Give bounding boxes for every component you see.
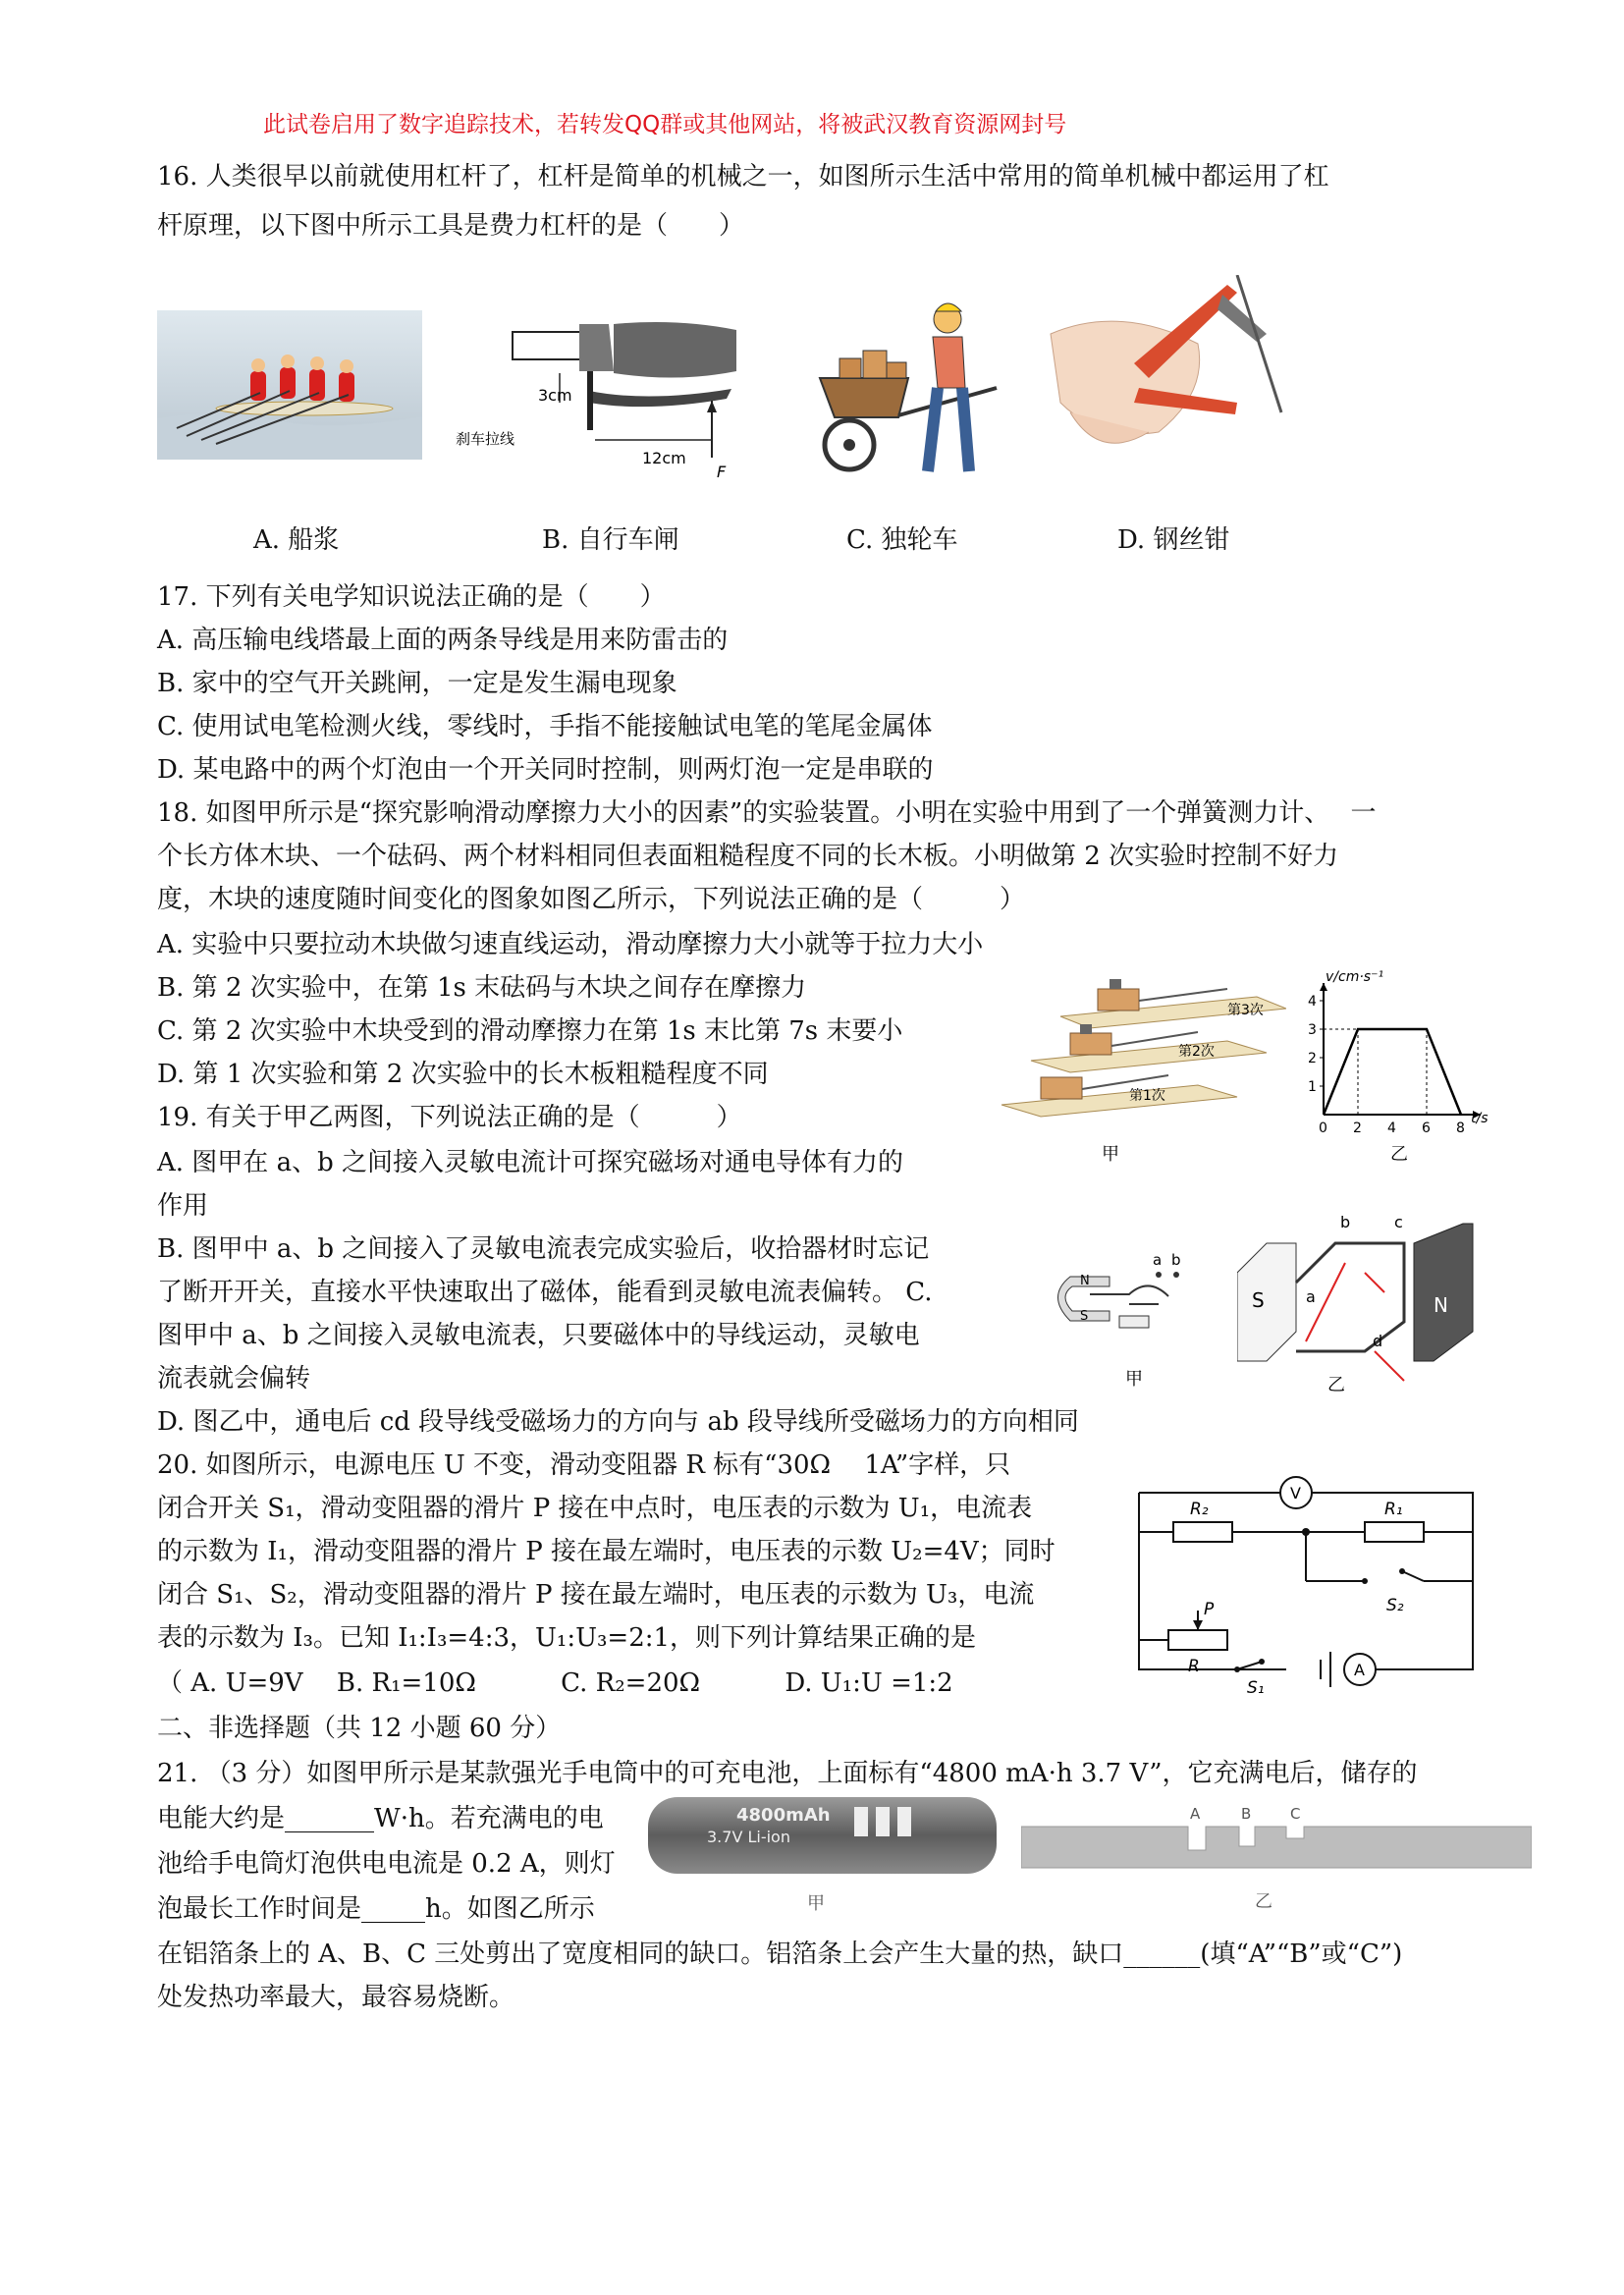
- q20-stem-line1: 20. 如图所示，电源电压 U 不变，滑动变阻器 R 标有“30Ω 1A”字样，只: [157, 1450, 1011, 1480]
- fig18-jia-label: 甲: [1102, 1144, 1119, 1165]
- y-tick-label: 3: [1308, 1022, 1317, 1038]
- x-tick-label: 0: [1319, 1120, 1327, 1136]
- notch-c-label: C: [1290, 1805, 1301, 1823]
- brake-f-label: F: [717, 463, 727, 481]
- q19-option-c-line1: 图甲中 a、b 之间接入灵敏电流表，只要磁体中的导线运动，灵敏电: [157, 1321, 920, 1350]
- q16-option-c: C. 独轮车: [846, 525, 958, 555]
- q17-option-d: D. 某电路中的两个灯泡由一个开关同时控制，则两灯泡一定是串联的: [157, 755, 934, 785]
- magnet-coil-figure: [1041, 1237, 1218, 1399]
- q21-line3: 池给手电筒灯泡供电电流是 0.2 A，则灯: [157, 1849, 616, 1879]
- r-label: R: [1188, 1657, 1200, 1676]
- voltmeter-label: V: [1290, 1484, 1301, 1503]
- q17-option-b: B. 家中的空气开关跳闸，一定是发生漏电现象: [157, 669, 677, 698]
- q19-option-c-line2: 流表就会偏转: [157, 1364, 311, 1393]
- circuit-diagram: [1129, 1444, 1483, 1699]
- magnet-n-label: N: [1080, 1274, 1090, 1288]
- velocity-time-chart: [1296, 967, 1502, 1174]
- q16-stem-line2: 杆原理，以下图中所示工具是费力杠杆的是（ ）: [157, 211, 745, 241]
- jia-b-label: b: [1171, 1251, 1181, 1269]
- x-tick-label: 2: [1353, 1120, 1362, 1136]
- yi-c-label: c: [1394, 1214, 1403, 1231]
- brake-w-label: 12cm: [642, 449, 686, 467]
- s2-label: S₂: [1386, 1596, 1404, 1615]
- r2-label: R₂: [1190, 1500, 1209, 1519]
- y-axis-label: v/cm·s⁻¹: [1326, 969, 1384, 985]
- q20-options: （ A. U=9V B. R₁=10Ω C. R₂=20Ω D. U₁:U =1:2: [157, 1668, 953, 1698]
- brake-h-label: 3cm: [538, 386, 572, 405]
- fig18-yi-label: 乙: [1390, 1144, 1408, 1165]
- magnet-s-pole: S: [1252, 1288, 1265, 1312]
- header-notice: 此试卷启用了数字追踪技术，若转发QQ群或其他网站，将被武汉教育资源网封号: [263, 112, 1067, 137]
- trial2-label: 第2次: [1178, 1044, 1215, 1060]
- q16-option-d: D. 钢丝钳: [1117, 525, 1230, 555]
- q20-stem-line2: 闭合开关 S₁，滑动变阻器的滑片 P 接在中点时，电压表的示数为 U₁，电流表: [157, 1494, 1033, 1523]
- p-label: P: [1204, 1600, 1215, 1619]
- s1-label: S₁: [1247, 1678, 1265, 1698]
- fig21-yi-label: 乙: [1255, 1891, 1272, 1912]
- q16-option-a: A. 船浆: [253, 525, 340, 555]
- notch-b-label: B: [1241, 1805, 1252, 1823]
- q20-stem-line3: 的示数为 I₁，滑动变阻器的滑片 P 接在最左端时，电压表的示数 U₂=4V；同时: [157, 1537, 1056, 1566]
- magnet-s-label: S: [1080, 1309, 1089, 1324]
- yi-a-label: a: [1306, 1287, 1316, 1306]
- trial3-label: 第3次: [1227, 1003, 1264, 1018]
- q19-option-a-line2: 作用: [157, 1191, 209, 1221]
- q21-line4: 泡最长工作时间是_____h。如图乙所示: [157, 1894, 595, 1924]
- q19-option-d: D. 图乙中，通电后 cd 段导线受磁场力的方向与 ab 段导线所受磁场力的方向相同: [157, 1407, 1079, 1437]
- x-tick-label: 4: [1387, 1120, 1396, 1136]
- q20-stem-line5: 表的示数为 I₃。已知 I₁:I₃=4:3，U₁:U₃=2:1，则下列计算结果正确的是: [157, 1623, 977, 1653]
- jia-a-label: a: [1153, 1251, 1163, 1269]
- q18-stem-line2: 个长方体木块、一个砝码、两个材料相同但表面粗糙程度不同的长木板。小明做第 2 次实验时控制不好力: [157, 842, 1339, 871]
- q17-option-a: A. 高压输电线塔最上面的两条导线是用来防雷击的: [157, 626, 729, 655]
- fig19-yi-label: 乙: [1327, 1375, 1345, 1395]
- q17-option-c: C. 使用试电笔检测火线，零线时，手指不能接触试电笔的笔尾金属体: [157, 712, 933, 741]
- q18-option-b: B. 第 2 次实验中，在第 1s 末砝码与木块之间存在摩擦力: [157, 973, 807, 1003]
- trial1-label: 第1次: [1129, 1088, 1165, 1104]
- x-tick-label: 6: [1422, 1120, 1431, 1136]
- q16-option-b: B. 自行车闸: [542, 525, 679, 555]
- x-axis-label: t/s: [1471, 1111, 1489, 1126]
- friction-apparatus-figure: [992, 967, 1286, 1174]
- q19-option-a-line1: A. 图甲在 a、b 之间接入灵敏电流计可探究磁场对通电导体有力的: [157, 1148, 903, 1177]
- rheostat-icon: [1168, 1630, 1227, 1650]
- y-tick-label: 1: [1308, 1079, 1317, 1095]
- q18-option-c: C. 第 2 次实验中木块受到的滑动摩擦力在第 1s 末比第 7s 末要小: [157, 1016, 903, 1046]
- r1-label: R₁: [1384, 1500, 1403, 1519]
- yi-d-label: d: [1373, 1332, 1383, 1350]
- pliers-picture: [1041, 275, 1286, 481]
- q20-stem-line4: 闭合 S₁、S₂，滑动变阻器的滑片 P 接在最左端时，电压表的示数为 U₃，电流: [157, 1580, 1035, 1610]
- fig19-jia-label: 甲: [1125, 1369, 1143, 1390]
- q21-line2: 电能大约是_______W·h。若充满电的电: [157, 1804, 604, 1833]
- foil-strip-figure: [1021, 1797, 1532, 1915]
- ammeter-label: A: [1354, 1661, 1365, 1679]
- battery-voltage-label: 3.7V Li-ion: [707, 1828, 790, 1846]
- brake-cable-label: 刹车拉线: [456, 430, 515, 448]
- q19-stem: 19. 有关于甲乙两图，下列说法正确的是（ ）: [157, 1103, 742, 1132]
- q19-option-b-line2: 了断开开关，直接水平快速取出了磁体，能看到灵敏电流表偏转。 C.: [157, 1278, 933, 1307]
- q17-stem: 17. 下列有关电学知识说法正确的是（ ）: [157, 582, 666, 612]
- q18-option-d: D. 第 1 次实验和第 2 次实验中的长木板粗糙程度不同: [157, 1060, 769, 1089]
- battery-figure: [648, 1787, 1001, 1915]
- series-line: [1324, 1029, 1461, 1115]
- y-tick-label: 2: [1308, 1051, 1317, 1066]
- rowing-photo: [157, 310, 422, 460]
- resistor-r2-icon: [1173, 1522, 1232, 1542]
- q16-stem-line1: 16. 人类很早以前就使用杠杆了，杠杆是简单的机械之一，如图所示生活中常用的简单机械中都运用了杠: [157, 162, 1329, 191]
- resistor-r1-icon: [1365, 1522, 1424, 1542]
- motor-coil-figure: [1237, 1214, 1483, 1400]
- q21-line5: 在铝箔条上的 A、B、C 三处剪出了宽度相同的缺口。铝箔条上会产生大量的热，缺口______(填“A”“B”或“C”): [157, 1940, 1403, 1969]
- notch-a-label: A: [1190, 1805, 1201, 1823]
- yi-b-label: b: [1340, 1214, 1351, 1231]
- q18-stem-line3: 度，木块的速度随时间变化的图象如图乙所示，下列说法正确的是（ ）: [157, 885, 1026, 914]
- q18-option-a: A. 实验中只要拉动木块做匀速直线运动，滑动摩擦力大小就等于拉力大小: [157, 930, 984, 959]
- bike-brake-diagram: [452, 312, 746, 484]
- q21-line6: 处发热功率最大，最容易烧断。: [157, 1983, 515, 2012]
- q19-option-b-line1: B. 图甲中 a、b 之间接入了灵敏电流表完成实验后，收拾器材时忘记: [157, 1234, 930, 1264]
- y-tick-label: 4: [1308, 994, 1317, 1010]
- magnet-n-pole: N: [1434, 1293, 1448, 1317]
- q21-line1: 21. （3 分）如图甲所示是某款强光手电筒中的可充电池，上面标有“4800 mA·h 3.7 V”，它充满电后，储存的: [157, 1759, 1418, 1788]
- x-tick-label: 8: [1456, 1120, 1465, 1136]
- section-2-title: 二、非选择题（共 12 小题 60 分）: [157, 1714, 562, 1743]
- battery-capacity-label: 4800mAh: [736, 1805, 831, 1826]
- q18-stem-line1: 18. 如图甲所示是“探究影响滑动摩擦力大小的因素”的实验装置。小明在实验中用到了一个弹簧测力计、 一: [157, 798, 1377, 828]
- wheelbarrow-picture: [800, 290, 1011, 486]
- fig21-jia-label: 甲: [807, 1893, 825, 1914]
